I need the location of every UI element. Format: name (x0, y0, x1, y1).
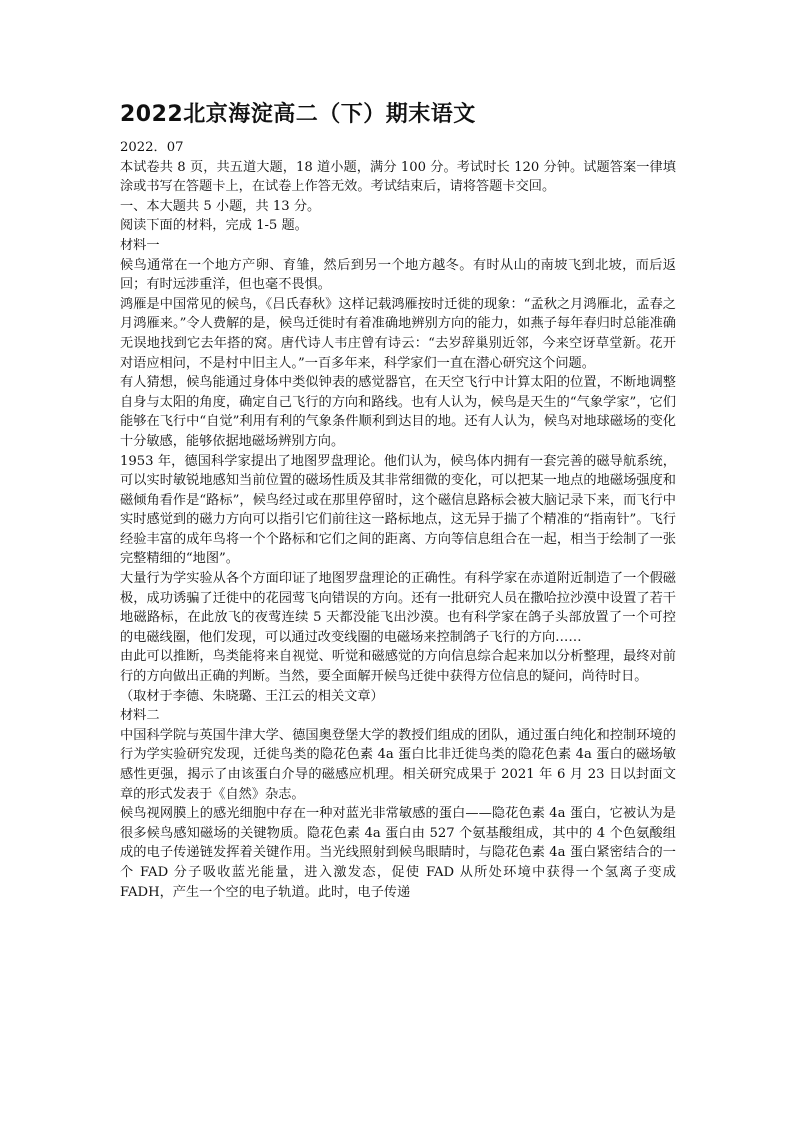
page-title: 2022北京海淀高二（下）期末语文 (120, 102, 476, 127)
material-one-paragraph: 候鸟通常在一个地方产卵、育雏，然后到另一个地方越冬。有时从山的南坡飞到北坡，而后返回；有时远涉重洋，但也毫不畏惧。 (120, 257, 676, 293)
material-one-label: 材料一 (120, 237, 160, 253)
material-one-paragraph: 大量行为学实验从各个方面印证了地图罗盘理论的正确性。有科学家在赤道附近制造了一个假磁极，成功诱骗了迁徙中的花园莺飞向错误的方向。还有一批研究人员在撒哈拉沙漠中设置了若干地磁路标，在此放飞的夜莺连续 5 天都没能飞出沙漠。也有科学家在鸽子头部放置了一个可控的电磁线圈，他们发现，可以通过改变线圈的电磁场来控制鸽子飞行的方向…… (120, 571, 676, 645)
section-heading: 一、本大题共 5 小题，共 13 分。 (120, 198, 321, 214)
material-two-paragraph: 中国科学院与英国牛津大学、德国奥登堡大学的教授们组成的团队，通过蛋白纯化和控制环境的行为学实验研究发现，迁徙鸟类的隐花色素 4a 蛋白比非迁徙鸟类的隐花色素 4a 蛋白的磁场敏感性更强，揭示了由该蛋白介导的磁感应机理。相关研究成果于 2021 年 6 月 23 日以封面文章的形式发表于《自然》杂志。 (120, 727, 676, 802)
material-one-paragraph: 1953 年，德国科学家提出了地图罗盘理论。他们认为，候鸟体内拥有一套完善的磁导航系统，可以实时敏锐地感知当前位置的磁场性质及其非常细微的变化，可以把某一地点的地磁场强度和磁倾角看作是“路标”，候鸟经过或在那里停留时，这个磁信息路标会被大脑记录下来，而飞行中实时感觉到的磁力方向可以指引它们前往这一路标地点，这无异于揣了个精准的“指南针”。飞行经验丰富的成年鸟将一个个路标和它们之间的距离、方向等信息组合在一起，相当于绘制了一张完整精细的“地图”。 (120, 453, 676, 567)
material-one-paragraph: 鸿雁是中国常见的候鸟，《吕氏春秋》这样记载鸿雁按时迁徙的现象：“孟秋之月鸿雁北，孟春之月鸿雁来。”令人费解的是，候鸟迁徙时有着准确地辨别方向的能力，如燕子每年春归时总能准确无误地找到它去年搭的窝。唐代诗人韦庄曾有诗云：“去岁辞巢别近邻，今来空讶草堂新。花开对语应相问，不是村中旧主人。”一百多年来，科学家们一直在潜心研究这个问题。 (120, 296, 676, 371)
material-one-source: （取材于李德、朱晓璐、王江云的相关文章） (120, 688, 384, 704)
material-one-paragraph: 有人猜想，候鸟能通过身体中类似钟表的感觉器官，在天空飞行中计算太阳的位置，不断地调整自身与太阳的角度，确定自己飞行的方向和路线。也有人认为，候鸟是天生的“气象学家”，它们能够在飞行中“自觉”利用有利的气象条件顺利到达目的地。还有人认为，候鸟对地球磁场的变化十分敏感，能够依据地磁场辨别方向。 (120, 375, 676, 449)
exam-instructions: 本试卷共 8 页，共五道大题，18 道小题，满分 100 分。考试时长 120 分钟。试题答案一律填涂或书写在答题卡上，在试卷上作答无效。考试结束后，请将答题卡交回。 (120, 159, 676, 195)
exam-page (120, 100, 676, 902)
reading-prompt: 阅读下面的材料，完成 1-5 题。 (120, 218, 308, 234)
exam-date: 2022．07 (120, 140, 184, 155)
material-two-paragraph: 候鸟视网膜上的感光细胞中存在一种对蓝光非常敏感的蛋白——隐花色素 4a 蛋白，它被认为是很多候鸟感知磁场的关键物质。隐花色素 4a 蛋白由 527 个氨基酸组成，其中的 4 个色氨酸组成的电子传递链发挥着关键作用。当光线照射到候鸟眼睛时，与隐花色素 4a 蛋白紧密结合的一个 FAD 分子吸收蓝光能量，进入激发态，促使 FAD 从所处环境中获得一个氢离子变成 FADH，产生一个空的电子轨道。此时，电子传递 (120, 806, 676, 900)
material-one-paragraph: 由此可以推断，鸟类能将来自视觉、听觉和磁感觉的方向信息综合起来加以分析整理，最终对前行的方向做出正确的判断。当然，要全面解开候鸟迁徙中获得方位信息的疑问，尚待时日。 (120, 649, 676, 685)
material-two-label: 材料二 (120, 708, 160, 724)
